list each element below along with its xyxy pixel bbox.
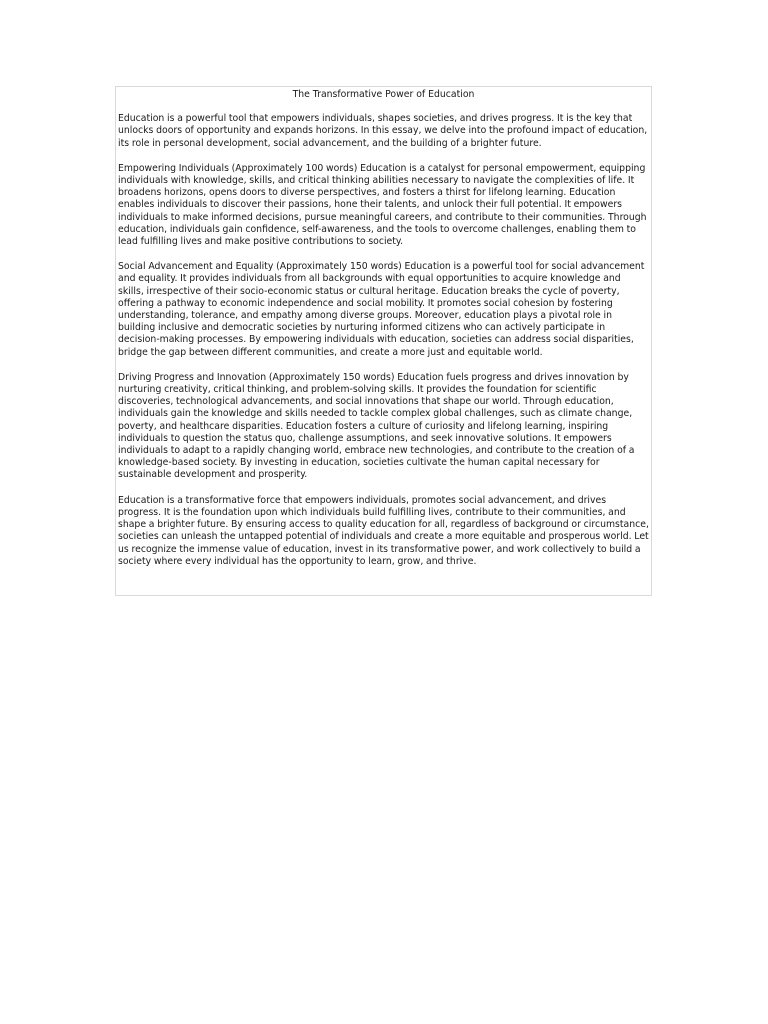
- paragraph-social-advancement: Social Advancement and Equality (Approximately 150 words) Education is a powerful tool for social advancement and equality. It provides individuals from all backgrounds with equal opportunities to acquire knowledge and skills, irrespective of their socio-economic status or cultural heritage. Education breaks the cycle of poverty, offering a pathway to economic independence and social mobility. It promotes social cohesion by fostering understanding, tolerance, and empathy among diverse groups. Moreover, education plays a pivotal role in building inclusive and democratic societies by nurturing informed citizens who can actively participate in decision-making processes. By empowering individuals with education, societies can address social disparities, bridge the gap between different communities, and create a more just and equitable world.: [118, 261, 645, 358]
- document-text-frame: [115, 86, 652, 596]
- paragraph-empowering-individuals: Empowering Individuals (Approximately 100 words) Education is a catalyst for personal empowerment, equipping individuals with knowledge, skills, and critical thinking abilities necessary to navigate the complexities of life. It broadens horizons, opens doors to diverse perspectives, and fosters a thirst for lifelong learning. Education enables individuals to discover their passions, hone their talents, and unlock their full potential. It empowers individuals to make informed decisions, pursue meaningful careers, and contribute to their communities. Through education, individuals gain confidence, self-awareness, and the tools to overcome challenges, enabling them to lead fulfilling lives and make positive contributions to society.: [118, 162, 647, 248]
- paragraph-introduction: Education is a powerful tool that empowers individuals, shapes societies, and drives progress. It is the key that unlocks doors of opportunity and expands horizons. In this essay, we delve into the profound impact of education, its role in personal development, social advancement, and the building of a brighter future.: [118, 113, 648, 149]
- document-title: The Transformative Power of Education: [292, 89, 475, 100]
- paragraph-driving-progress: Driving Progress and Innovation (Approximately 150 words) Education fuels progress and drives innovation by nurturing creativity, critical thinking, and problem-solving skills. It provides the foundation for scientific discoveries, technological advancements, and social innovations that shape our world. Through education, individuals gain the knowledge and skills needed to tackle complex global challenges, such as climate change, poverty, and healthcare disparities. Education fosters a culture of curiosity and lifelong learning, inspiring individuals to question the status quo, challenge assumptions, and seek innovative solutions. It empowers individuals to adapt to a rapidly changing world, embrace new technologies, and contribute to the creation of a knowledge-based society. By investing in education, societies cultivate the human capital necessary for sustainable development and prosperity.: [118, 371, 635, 481]
- paragraph-conclusion: Education is a transformative force that empowers individuals, promotes social advancement, and drives progress. It is the foundation upon which individuals build fulfilling lives, contribute to their communities, and shape a brighter future. By ensuring access to quality education for all, regardless of background or circumstance, societies can unleash the untapped potential of individuals and create a more equitable and prosperous world. Let us recognize the immense value of education, invest in its transformative power, and work collectively to build a society where every individual has the opportunity to learn, grow, and thrive.: [118, 494, 649, 567]
